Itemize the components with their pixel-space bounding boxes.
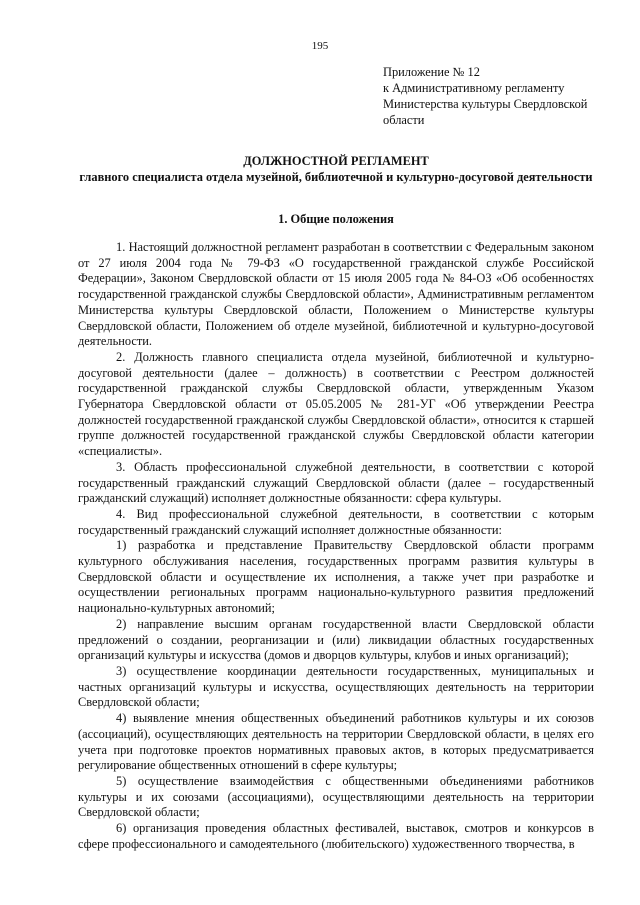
paragraph: 3. Область профессиональной служебной деятельности, в соответствии с которой государственный гражданский служащий Свердловской области (далее – государственный гражданский служащий) исполняет должностные обязанности: сфера культуры.	[78, 459, 594, 506]
document-title-block	[78, 153, 594, 185]
body-text	[78, 240, 594, 852]
page-number: 195	[311, 40, 329, 52]
document-subtitle: главного специалиста отдела музейной, библиотечной и культурно-досуговой деятельности	[79, 170, 593, 184]
appendix-line: области	[383, 113, 425, 127]
paragraph: 2. Должность главного специалиста отдела музейной, библиотечной и культурно-досуговой деятельности (далее – должность) в соответствии с Реестром должностей государственной гражданской службы Свердловской области, утвержденным Указом Губернатора Свердловской области от 05.05.2005 № 281-УГ «Об утверждении Реестра должностей государственной гражданской службы Свердловской области», относится к старшей группе должностей государственной гражданской службы Свердловской области категории «специалисты».	[78, 349, 594, 459]
paragraph: 5) осуществление взаимодействия с общественными объединениями работников культуры и их союзами (ассоциациями), осуществляющими деятельность на территории Свердловской области;	[78, 773, 594, 820]
section-heading: 1. Общие положения	[278, 212, 394, 226]
paragraph: 2) направление высшим органам государственной власти Свердловской области предложений о создании, реорганизации и (или) ликвидации областных государственных организаций культуры и искусства (домов и дворцов культуры, клубов и иных организаций);	[78, 616, 594, 663]
paragraph: 6) организация проведения областных фестивалей, выставок, смотров и конкурсов в сфере профессионального и самодеятельного (любительского) художественного творчества, в	[78, 821, 594, 851]
paragraph: 3) осуществление координации деятельности государственных, муниципальных и частных организаций культуры и искусства, осуществляющих деятельность на территории Свердловской области;	[78, 663, 594, 710]
appendix-line: Приложение № 12	[383, 65, 480, 79]
paragraph: 1) разработка и представление Правительству Свердловской области программ культурного обслуживания населения, государственных программ развития культуры в Свердловской области и осуществление их исполнения, а также учет при разработке и осуществлении региональных программ национально-культурного развития предложений национально-культурных автономий;	[78, 538, 594, 616]
paragraph: 4. Вид профессиональной служебной деятельности, в соответствии с которым государственный гражданский служащий исполняет должностные обязанности:	[78, 506, 594, 537]
appendix-note	[383, 64, 623, 128]
appendix-line: Министерства культуры Свердловской	[383, 97, 588, 111]
appendix-line: к Административному регламенту	[383, 81, 565, 95]
paragraph: 1. Настоящий должностной регламент разработан в соответствии с Федеральным законом от 27 июля 2004 года № 79-ФЗ «О государственной гражданской службе Российской Федерации», Законом Свердловской области от 15 июля 2005 года № 84-ОЗ «Об особенностях государственной гражданской службы Свердловской области», Административным регламентом Министерства культуры Свердловской области, Положением о Министерстве культуры Свердловской области, Положением об отделе музейной, библиотечной и культурно-досуговой деятельности.	[78, 240, 594, 349]
document-title: ДОЛЖНОСТНОЙ РЕГЛАМЕНТ	[243, 154, 429, 168]
paragraph: 4) выявление мнения общественных объединений работников культуры и их союзов (ассоциаций), осуществляющих деятельность на территории Свердловской области, в целях его учета при подготовке проектов нормативных правовых актов, в которых предусматривается регулирование общественных отношений в сфере культуры;	[78, 711, 594, 773]
